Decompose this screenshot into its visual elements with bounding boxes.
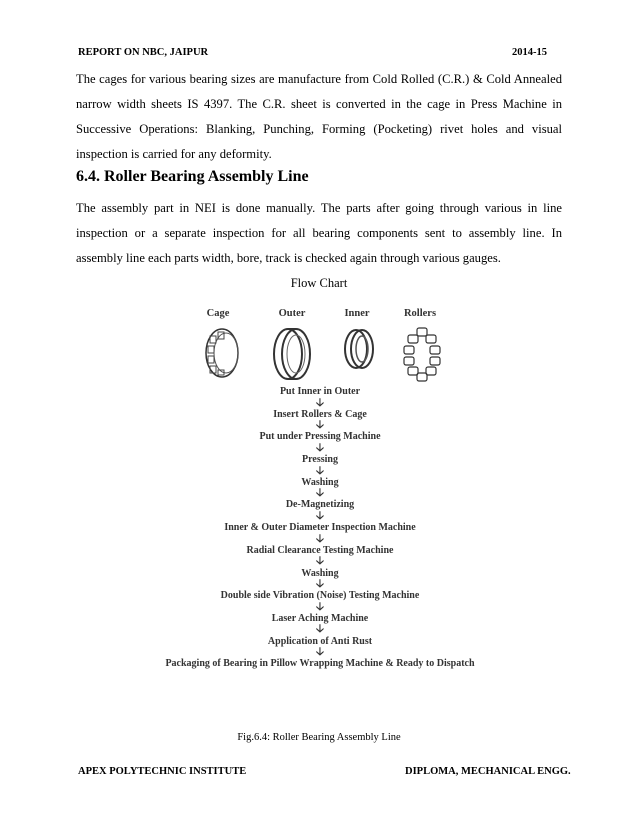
flow-step: Inner & Outer Diameter Inspection Machine [224, 522, 416, 534]
component-label-rollers: Rollers [403, 308, 437, 319]
flow-step: De-Magnetizing [285, 499, 355, 511]
flow-step: Put Inner in Outer [279, 386, 361, 397]
rollers-icon [402, 326, 442, 382]
intro-paragraph: The cages for various bearing sizes are manufacture from Cold Rolled (C.R.) & Cold Annealed narrow width sheets IS 4397. The C.R. sheet is converted in the cage in Press Machine in Successive Operations: Blanking, Punching, Forming (Pocketing) rivet holes and visual inspection is carried for any deformity. [76, 72, 562, 161]
arrow-down-icon: 🡣 [316, 600, 324, 613]
flow-step: Application of Anti Rust [267, 635, 373, 647]
flow-step: Pressing [302, 454, 338, 466]
flow-step: Washing [301, 567, 339, 579]
flow-step: Laser Aching Machine [271, 612, 369, 624]
component-label-outer: Outer [278, 308, 306, 319]
flow-step: Put under Pressing Machine [259, 431, 381, 443]
flow-step: Double side Vibration (Noise) Testing Machine [220, 590, 420, 602]
inner-ring-icon [342, 326, 376, 372]
figure-caption: Fig.6.4: Roller Bearing Assembly Line [237, 732, 401, 743]
flow-steps [140, 385, 500, 671]
arrow-down-icon: 🡣 [316, 623, 324, 636]
footer-right: DIPLOMA, MECHANICAL ENGG. [405, 766, 571, 777]
section-heading: 6.4. Roller Bearing Assembly Line [76, 168, 309, 185]
arrow-down-icon: 🡣 [316, 578, 324, 590]
footer-left: APEX POLYTECHNIC INSTITUTE [78, 766, 247, 777]
arrow-down-icon: 🡣 [316, 646, 324, 659]
section-paragraph: The assembly part in NEI is done manually. The parts after going through various in line inspection or a separate inspection for all bearing components sent to assembly line. In assembly line each parts width, bore, track is checked again through various gauges. [76, 201, 562, 265]
cage-icon [202, 326, 242, 380]
arrow-down-icon: 🡣 [316, 441, 324, 454]
flow-chart-figure [140, 300, 500, 720]
arrow-down-icon: 🡣 [316, 509, 324, 522]
arrow-down-icon: 🡣 [316, 396, 324, 409]
component-label-inner: Inner [344, 308, 370, 319]
header-left: REPORT ON NBC, JAIPUR [78, 47, 209, 58]
flow-step: Radial Clearance Testing Machine [246, 544, 394, 556]
flow-step: Insert Rollers & Cage [273, 408, 367, 420]
flow-step: Washing [301, 476, 339, 488]
arrow-down-icon: 🡣 [316, 532, 324, 545]
header-right: 2014-15 [512, 47, 547, 58]
arrow-down-icon: 🡣 [316, 555, 324, 568]
component-label-cage: Cage [206, 308, 230, 319]
flow-step: Packaging of Bearing in Pillow Wrapping Machine & Ready to Dispatch [165, 658, 475, 670]
arrow-down-icon: 🡣 [316, 464, 324, 477]
flow-chart-title: Flow Chart [290, 276, 348, 290]
arrow-down-icon: 🡣 [316, 419, 324, 432]
arrow-down-icon: 🡣 [316, 487, 324, 500]
outer-ring-icon [270, 326, 314, 382]
